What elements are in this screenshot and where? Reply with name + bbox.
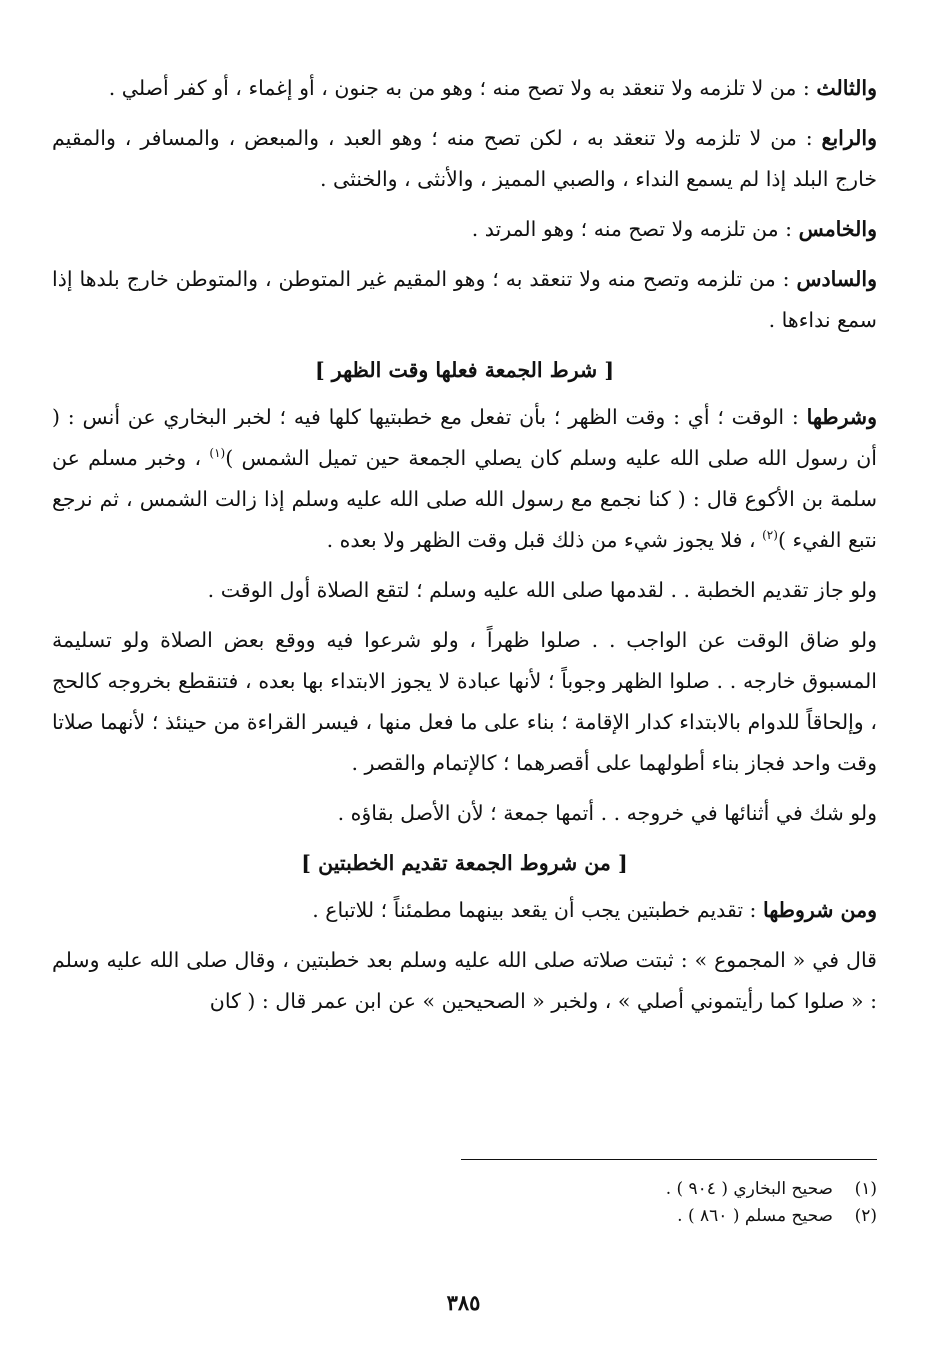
paragraph-time-short: ولو ضاق الوقت عن الواجب . . صلوا ظهراً ، ولو شرعوا فيه ووقع بعض الصلاة ولو تسليمة المسبوق خارجه . . صلوا الظهر وجوباً ؛ لأنها عبادة لا يجوز الابتداء بها بعده ، فتنقطع بخروجه كالحج ، وإلحاقاً للدوام بالابتداء كدار الإقامة ؛ بناء على ما فعل منها ، فيسر القراءة من حينئذ ؛ لأنهما صلاتا وقت واحد فجاز بناء أطولهما على أقصرهما ؛ كالإتمام والقصر . bbox=[52, 628, 877, 775]
lead-word: والثالث bbox=[816, 76, 877, 100]
paragraph-text: : من لا تلزمه ولا تنعقد به ، لكن تصح منه ؛ وهو العبد ، والمبعض ، والمسافر ، والمقيم خارج البلد إذا لم يسمع النداء ، والصبي المميز ، والأنثى ، والخنثى . bbox=[52, 126, 877, 191]
lead-word: والخامس bbox=[798, 217, 877, 241]
footnote-ref-1[interactable]: (١) bbox=[209, 446, 226, 461]
paragraph-text: : تقديم خطبتين يجب أن يقعد بينهما مطمئناً ؛ للاتباع . bbox=[312, 898, 763, 922]
paragraph-khutba-order: ولو جاز تقديم الخطبة . . لقدمها صلى الله عليه وسلم ؛ لتقع الصلاة أول الوقت . bbox=[207, 578, 877, 602]
paragraph-majmu-quote: قال في « المجموع » : ثبتت صلاته صلى الله عليه وسلم بعد خطبتين ، وقال صلى الله عليه وسلم : « صلوا كما رأيتموني أصلي » ، ولخبر « الصحيحين » عن ابن عمر قال : ( كان bbox=[52, 948, 877, 1013]
footnote-ref-2[interactable]: (٢) bbox=[762, 528, 778, 543]
paragraph-condition-time bbox=[52, 397, 877, 561]
paragraph-text: ، وخبر مسلم عن سلمة بن الأكوع قال : ( كنا نجمع مع رسول الله صلى الله عليه وسلم إذا زالت الشمس ، ثم نرجع نتبع الفيء ) bbox=[52, 446, 877, 552]
lead-word: والرابع bbox=[821, 126, 877, 150]
section-heading-khutbas: [ من شروط الجمعة تقديم الخطبتين ] bbox=[301, 851, 628, 875]
page-body bbox=[52, 68, 877, 1031]
footnote-item bbox=[277, 1176, 877, 1203]
paragraph-two-khutbas bbox=[52, 890, 877, 931]
lead-word: وشرطها bbox=[806, 405, 877, 429]
lead-word: والسادس bbox=[796, 267, 877, 291]
footnote-text: صحيح البخاري ( ٩٠٤ ) . bbox=[665, 1179, 833, 1199]
paragraph-third bbox=[52, 68, 877, 109]
paragraph-text: ، فلا يجوز شيء من ذلك قبل وقت الظهر ولا بعده . bbox=[326, 528, 763, 552]
footnote-number: (١) bbox=[854, 1179, 877, 1199]
footnote-item bbox=[277, 1203, 877, 1230]
footnotes bbox=[277, 1176, 877, 1230]
paragraph-text: : من تلزمه وتصح منه ولا تنعقد به ؛ وهو المقيم غير المتوطن ، والمتوطن خارج بلدها إذا سمع نداءها . bbox=[52, 267, 877, 332]
lead-word: ومن شروطها bbox=[762, 898, 877, 922]
section-heading-time: [ شرط الجمعة فعلها وقت الظهر ] bbox=[314, 358, 615, 382]
paragraph-fifth bbox=[52, 209, 877, 250]
footnote-divider bbox=[461, 1159, 877, 1160]
footnote-number: (٢) bbox=[854, 1206, 877, 1226]
paragraph-fourth bbox=[52, 118, 877, 200]
paragraph-text: : الوقت ؛ أي : وقت الظهر ؛ بأن تفعل مع خطبتيها كلها فيه ؛ لخبر البخاري عن أنس : ( أن رسول الله صلى الله عليه وسلم كان يصلي الجمعة حين تميل الشمس ) bbox=[52, 405, 877, 470]
paragraph-doubt: ولو شك في أثنائها في خروجه . . أتمها جمعة ؛ لأن الأصل بقاؤه . bbox=[337, 801, 877, 825]
page-number: ٣٨٥ bbox=[446, 1290, 481, 1315]
footnote-text: صحيح مسلم ( ٨٦٠ ) . bbox=[677, 1206, 833, 1226]
paragraph-sixth bbox=[52, 259, 877, 341]
paragraph-text: : من لا تلزمه ولا تنعقد به ولا تصح منه ؛ وهو من به جنون ، أو إغماء ، أو كفر أصلي . bbox=[108, 76, 817, 100]
paragraph-text: : من تلزمه ولا تصح منه ؛ وهو المرتد . bbox=[471, 217, 799, 241]
